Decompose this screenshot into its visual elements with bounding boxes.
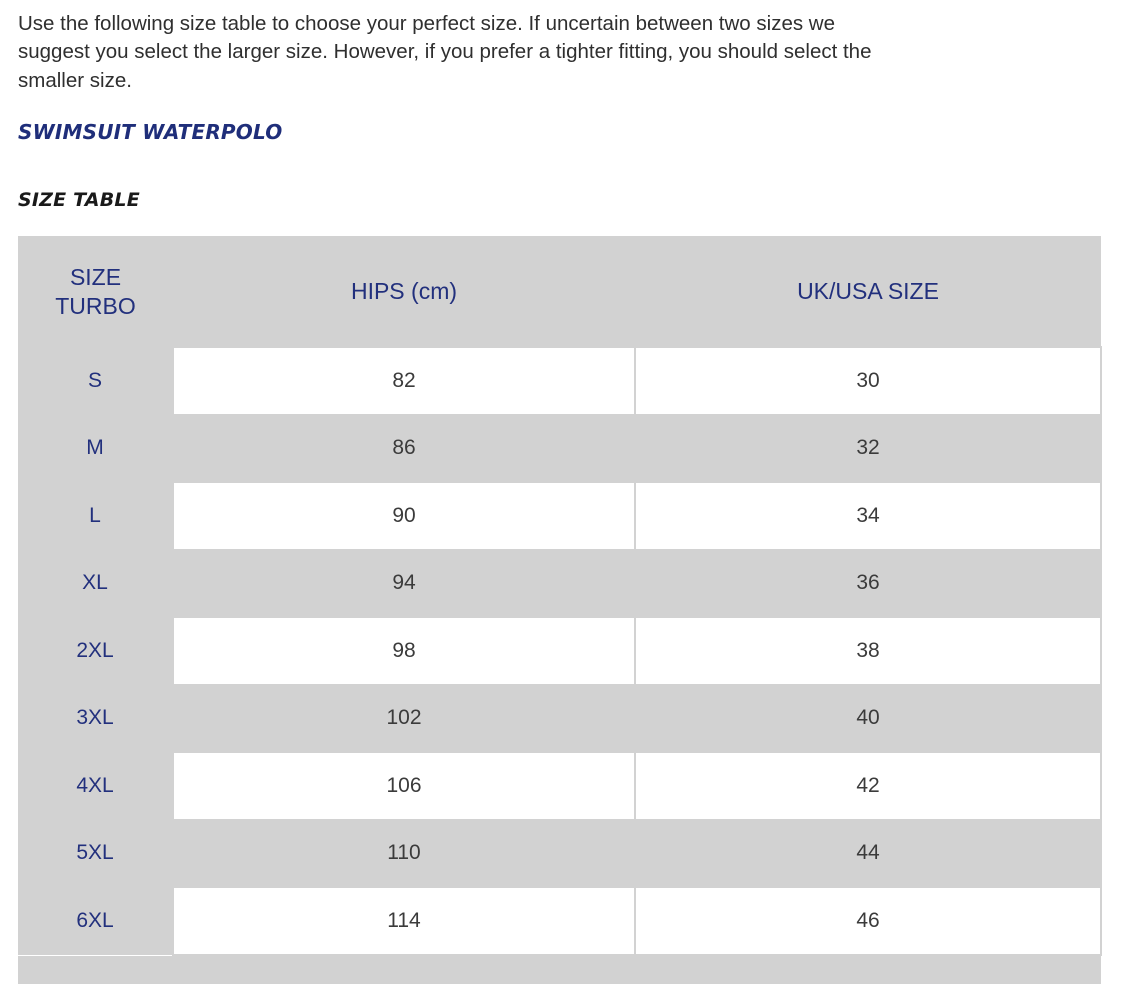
table-row (18, 617, 1101, 685)
table-row (18, 887, 1101, 955)
cell-uk-usa: 46 (635, 887, 1101, 955)
column-header-hips (173, 236, 635, 347)
size-table (18, 236, 1102, 956)
column-header-size-line2: TURBO (55, 292, 136, 319)
cell-uk-usa: 34 (635, 482, 1101, 550)
cell-size: XL (18, 550, 173, 618)
cell-hips: 94 (173, 550, 635, 618)
cell-uk-usa: 36 (635, 550, 1101, 618)
column-header-size (18, 236, 173, 347)
cell-uk-usa: 44 (635, 820, 1101, 888)
cell-uk-usa: 42 (635, 752, 1101, 820)
cell-hips: 98 (173, 617, 635, 685)
cell-size: 2XL (18, 617, 173, 685)
table-row (18, 820, 1101, 888)
column-header-uk-usa (635, 236, 1101, 347)
table-header-row (18, 236, 1101, 347)
cell-uk-usa: 40 (635, 685, 1101, 753)
intro-text: Use the following size table to choose your perfect size. If uncertain between two sizes we suggest you select the larger size. However, if you prefer a tighter fitting, you should select the smaller size. (18, 12, 872, 92)
size-table-head (18, 236, 1101, 347)
size-table-heading: SIZE TABLE (18, 189, 140, 211)
table-row (18, 752, 1101, 820)
cell-uk-usa: 32 (635, 415, 1101, 483)
column-header-hips-label: HIPS (cm) (350, 277, 458, 304)
cell-hips: 110 (173, 820, 635, 888)
cell-size: L (18, 482, 173, 550)
cell-size: M (18, 415, 173, 483)
table-row (18, 482, 1101, 550)
table-row (18, 550, 1101, 618)
table-row (18, 685, 1101, 753)
cell-hips: 102 (173, 685, 635, 753)
size-table-body (18, 347, 1101, 955)
cell-hips: 86 (173, 415, 635, 483)
cell-uk-usa: 38 (635, 617, 1101, 685)
cell-size: 4XL (18, 752, 173, 820)
intro-paragraph (18, 10, 898, 95)
table-row (18, 415, 1101, 483)
cell-hips: 106 (173, 752, 635, 820)
cell-size: 3XL (18, 685, 173, 753)
size-table-container (18, 236, 1101, 947)
column-header-uk-usa-label: UK/USA SIZE (797, 277, 939, 304)
cell-uk-usa: 30 (635, 347, 1101, 415)
cell-size: S (18, 347, 173, 415)
column-header-size-line1: SIZE (69, 264, 122, 291)
cell-hips: 114 (173, 887, 635, 955)
cell-size: 6XL (18, 887, 173, 955)
product-title: SWIMSUIT WATERPOLO (18, 120, 283, 144)
table-row (18, 347, 1101, 415)
cell-size: 5XL (18, 820, 173, 888)
cell-hips: 82 (173, 347, 635, 415)
cell-hips: 90 (173, 482, 635, 550)
